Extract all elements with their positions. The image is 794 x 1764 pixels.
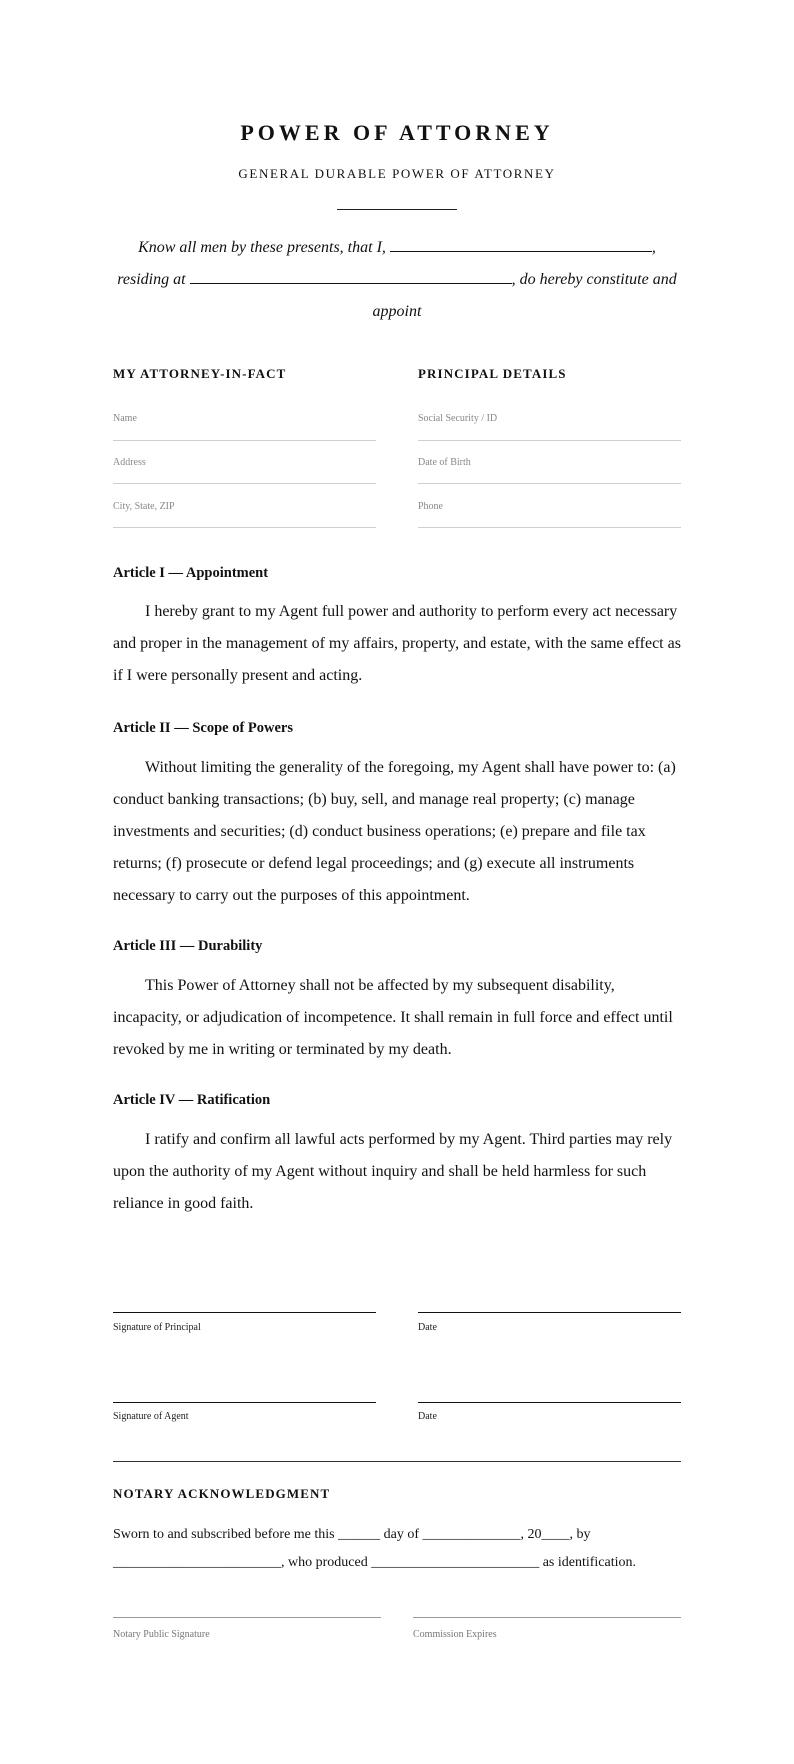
article-2-heading: Article II — Scope of Powers xyxy=(113,720,293,736)
principal-ssn-field[interactable] xyxy=(418,440,681,441)
principal-ssn-label: Social Security / ID xyxy=(418,413,498,424)
principal-dob-field[interactable] xyxy=(418,483,681,484)
article-3-heading: Article III — Durability xyxy=(113,938,263,954)
intro-text-3: residing at xyxy=(117,271,186,288)
attorney-address-field[interactable] xyxy=(113,483,376,484)
article-1-body: I hereby grant to my Agent full power and authority to perform every act necessary and proper in the management of my affairs, property, and estate, with the same effect as if I were personally present and acting. xyxy=(113,603,681,684)
intro-paragraph xyxy=(113,232,681,328)
principal-dob-label: Date of Birth xyxy=(418,457,471,468)
attorney-in-fact-heading: MY ATTORNEY-IN-FACT xyxy=(113,366,287,381)
notary-signature-label: Notary Public Signature xyxy=(113,1629,210,1640)
document-title: POWER OF ATTORNEY xyxy=(240,120,554,145)
document-subtitle: GENERAL DURABLE POWER OF ATTORNEY xyxy=(238,166,556,181)
agent-signature-label: Signature of Agent xyxy=(113,1411,189,1422)
commission-expires-line[interactable] xyxy=(413,1617,681,1618)
principal-phone-field[interactable] xyxy=(418,527,681,528)
principal-name-blank[interactable] xyxy=(390,237,652,252)
agent-signature-line[interactable] xyxy=(113,1402,376,1403)
title-divider xyxy=(337,209,457,210)
intro-text-2: , xyxy=(651,239,656,256)
notary-heading: NOTARY ACKNOWLEDGMENT xyxy=(113,1486,331,1501)
article-4-body: I ratify and confirm all lawful acts performed by my Agent. Third parties may rely upon the authority of my Agent without inquiry and shall be held harmless for such reliance in good faith. xyxy=(113,1131,673,1212)
article-4-heading: Article IV — Ratification xyxy=(113,1092,271,1108)
principal-phone-label: Phone xyxy=(418,501,443,512)
principal-address-blank[interactable] xyxy=(190,269,512,284)
principal-details-heading: PRINCIPAL DETAILS xyxy=(418,366,567,381)
agent-date-label: Date xyxy=(418,1411,437,1422)
intro-text-4: , do hereby constitute and appoint xyxy=(372,271,677,320)
agent-date-line[interactable] xyxy=(418,1402,681,1403)
principal-date-label: Date xyxy=(418,1322,437,1333)
attorney-address-label: Address xyxy=(113,457,146,468)
attorney-city-field[interactable] xyxy=(113,527,376,528)
principal-signature-label: Signature of Principal xyxy=(113,1322,201,1333)
attorney-city-label: City, State, ZIP xyxy=(113,501,175,512)
principal-date-line[interactable] xyxy=(418,1312,681,1313)
principal-signature-line[interactable] xyxy=(113,1312,376,1313)
commission-expires-label: Commission Expires xyxy=(413,1629,497,1640)
article-2-body: Without limiting the generality of the foregoing, my Agent shall have power to: (a) conduct banking transactions; (b) buy, sell, and manage real property; (c) manage investments and securities; (d) conduct business operations; (e) prepare and file tax returns; (f) prosecute or defend legal proceedings; and (g) execute all instruments necessary to carry out the purposes of this appointment. xyxy=(113,759,676,904)
notary-divider xyxy=(113,1461,681,1462)
notary-body: Sworn to and subscribed before me this ______ day of ______________, 20____, by ________________________, who produced ________________________ as identification. xyxy=(113,1527,637,1570)
article-1-heading: Article I — Appointment xyxy=(113,565,269,581)
article-3-body: This Power of Attorney shall not be affected by my subsequent disability, incapacity, or adjudication of incompetence. It shall remain in full force and effect until revoked by me in writing or terminated by my death. xyxy=(113,977,673,1058)
notary-signature-line[interactable] xyxy=(113,1617,381,1618)
intro-text-1: Know all men by these presents, that I, xyxy=(138,239,386,256)
attorney-name-field[interactable] xyxy=(113,440,376,441)
attorney-name-label: Name xyxy=(113,413,137,424)
